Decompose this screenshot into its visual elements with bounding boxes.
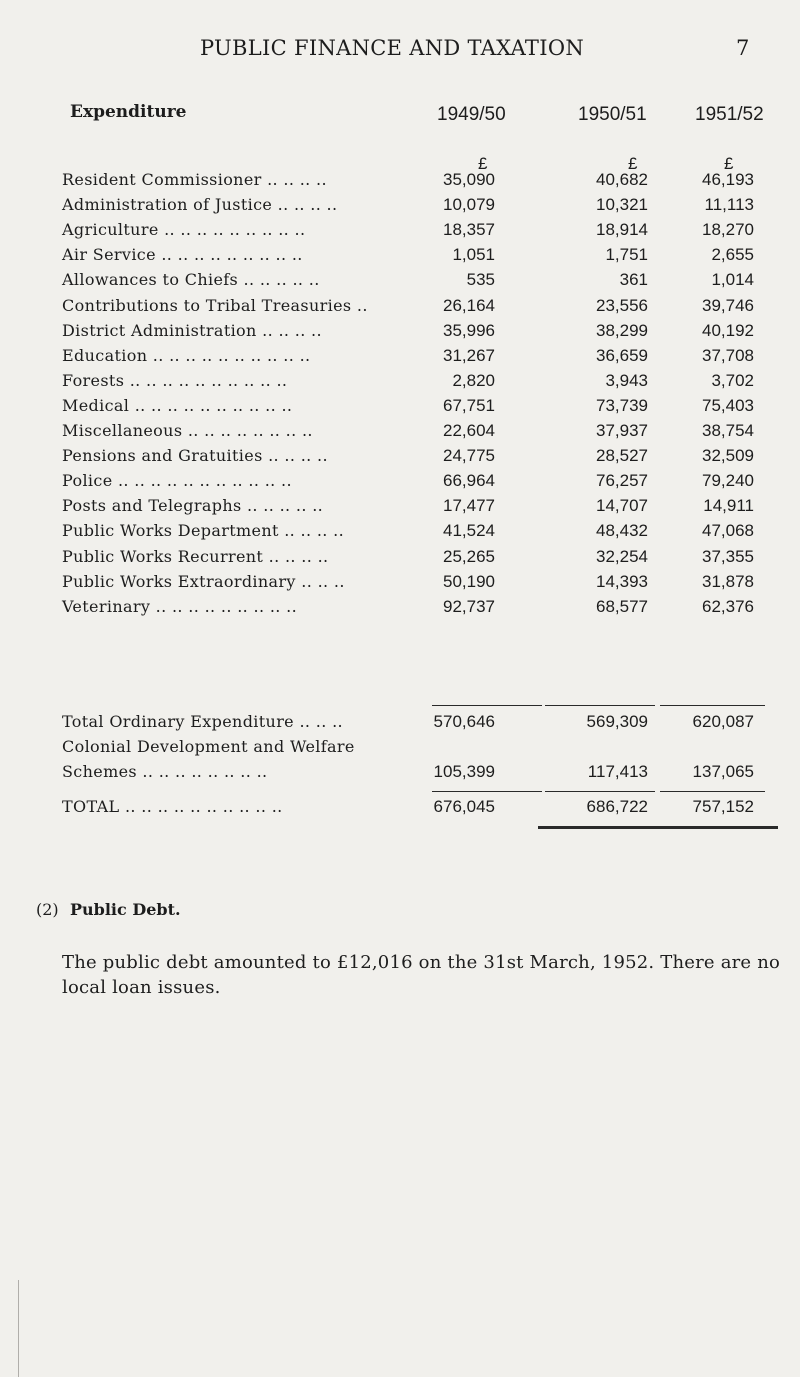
table-row-colonial	[0, 762, 800, 788]
row-label: Contributions to Tribal Treasuries ..	[62, 295, 368, 315]
table-row	[0, 496, 800, 522]
row-label: Colonial Development and Welfare	[62, 737, 355, 756]
table-row	[0, 371, 800, 397]
table-row	[0, 446, 800, 472]
table-row	[0, 195, 800, 221]
value-1951-52: 32,509	[702, 446, 754, 466]
table-row	[0, 471, 800, 497]
section-number: (2)	[36, 900, 59, 919]
value-1949-50: 105,399	[433, 762, 495, 781]
column-rule	[432, 705, 542, 706]
value-1950-51: 23,556	[596, 295, 648, 315]
table-row	[0, 346, 800, 372]
value-1950-51: 73,739	[596, 395, 648, 415]
value-1951-52: 46,193	[702, 170, 754, 189]
table-row	[0, 245, 800, 271]
table-row	[0, 270, 800, 296]
table-row	[0, 572, 800, 598]
row-label: Public Works Recurrent .. .. .. ..	[62, 546, 329, 566]
table-row	[0, 321, 800, 347]
column-rule	[545, 791, 655, 792]
value-1951-52: 38,754	[702, 421, 754, 440]
value-1950-51: 14,393	[596, 571, 648, 591]
currency-symbol: £	[628, 154, 638, 173]
value-1949-50: 22,604	[443, 421, 495, 440]
value-1950-51: 28,527	[596, 446, 648, 466]
row-label: Forests .. .. .. .. .. .. .. .. .. ..	[62, 370, 288, 390]
value-1950-51: 18,914	[596, 220, 648, 240]
row-label: Air Service .. .. .. .. .. .. .. .. ..	[62, 245, 303, 265]
table-row	[0, 547, 800, 573]
scan-edge-line	[18, 1280, 19, 1377]
value-1949-50: 24,775	[443, 446, 495, 466]
row-label: Miscellaneous .. .. .. .. .. .. .. ..	[62, 421, 313, 440]
row-label: Medical .. .. .. .. .. .. .. .. .. ..	[62, 395, 293, 415]
row-label: Total Ordinary Expenditure .. .. ..	[62, 712, 343, 731]
table-row	[0, 521, 800, 547]
value-1951-52: 11,113	[704, 195, 754, 215]
value-1949-50: 41,524	[443, 521, 495, 541]
public-debt-paragraph: The public debt amounted to £12,016 on the 31st March, 1952. There are no local loan issues.	[62, 952, 781, 998]
value-1951-52: 75,403	[702, 395, 754, 415]
year-heading-1949-50: 1949/50	[437, 104, 506, 125]
row-label: Posts and Telegraphs .. .. .. .. ..	[62, 496, 324, 516]
page-header	[0, 36, 800, 66]
table-row	[0, 421, 800, 447]
row-label: TOTAL .. .. .. .. .. .. .. .. .. ..	[62, 797, 283, 816]
value-1949-50: 66,964	[443, 471, 495, 491]
value-1951-52: 62,376	[702, 596, 754, 616]
column-rule	[432, 791, 542, 792]
value-1951-52: 18,270	[702, 220, 754, 240]
row-label: Agriculture .. .. .. .. .. .. .. .. ..	[62, 220, 306, 240]
value-1951-52: 137,065	[692, 762, 754, 781]
value-1951-52: 3,702	[711, 370, 754, 390]
value-1950-51: 68,577	[596, 596, 648, 616]
value-1949-50: 1,051	[452, 245, 495, 265]
value-1949-50: 31,267	[443, 345, 495, 365]
section-title: Public Debt.	[70, 900, 181, 919]
value-1950-51: 1,751	[605, 245, 648, 265]
value-1950-51: 686,722	[586, 797, 648, 816]
value-1950-51: 32,254	[596, 546, 648, 566]
currency-symbol: £	[724, 154, 734, 173]
value-1950-51: 117,413	[587, 762, 648, 781]
value-1950-51: 36,659	[596, 345, 648, 365]
row-label: Allowances to Chiefs .. .. .. .. ..	[62, 270, 320, 290]
table-row-total-ordinary	[0, 712, 800, 738]
value-1949-50: 535	[466, 270, 495, 290]
year-heading-1951-52: 1951/52	[695, 104, 764, 125]
value-1950-51: 10,321	[596, 195, 648, 215]
total-underline	[538, 826, 778, 829]
table-row	[0, 597, 800, 623]
value-1949-50: 92,737	[443, 596, 495, 616]
value-1951-52: 14,911	[703, 496, 754, 516]
value-1950-51: 76,257	[596, 471, 648, 491]
currency-symbol: £	[478, 154, 488, 173]
value-1949-50: 25,265	[443, 546, 495, 566]
year-heading-1950-51: 1950/51	[578, 104, 647, 125]
value-1951-52: 757,152	[692, 797, 754, 816]
row-label: Public Works Department .. .. .. ..	[62, 521, 345, 541]
value-1950-51: 48,432	[596, 521, 648, 541]
value-1950-51: 38,299	[596, 320, 648, 340]
value-1951-52: 37,355	[702, 546, 754, 566]
value-1949-50: 50,190	[443, 571, 495, 591]
value-1949-50: 67,751	[443, 395, 495, 415]
value-1951-52: 40,192	[702, 320, 754, 340]
value-1951-52: 31,878	[702, 571, 754, 591]
value-1951-52: 37,708	[702, 345, 754, 365]
value-1950-51: 14,707	[596, 496, 648, 516]
column-rule	[660, 791, 765, 792]
row-label: Pensions and Gratuities .. .. .. ..	[62, 446, 328, 466]
value-1950-51: 569,309	[586, 712, 648, 731]
row-label: Resident Commissioner .. .. .. ..	[62, 170, 327, 189]
value-1949-50: 2,820	[452, 370, 495, 390]
value-1949-50: 676,045	[433, 797, 495, 816]
row-label: Veterinary .. .. .. .. .. .. .. .. ..	[62, 596, 298, 616]
value-1950-51: 361	[619, 270, 648, 290]
expenditure-title: Expenditure	[70, 102, 187, 122]
column-rule	[545, 705, 655, 706]
value-1951-52: 1,014	[711, 270, 754, 290]
row-label: Education .. .. .. .. .. .. .. .. .. ..	[62, 345, 311, 365]
value-1951-52: 620,087	[692, 712, 754, 731]
row-label: Administration of Justice .. .. .. ..	[62, 195, 338, 215]
column-rule	[660, 705, 765, 706]
value-1949-50: 18,357	[443, 220, 495, 240]
value-1950-51: 37,937	[596, 421, 648, 440]
value-1950-51: 3,943	[605, 370, 648, 390]
table-row	[0, 396, 800, 422]
table-row-total	[0, 797, 800, 823]
value-1951-52: 2,655	[711, 245, 754, 265]
table-row	[0, 220, 800, 246]
value-1951-52: 39,746	[702, 295, 754, 315]
page-title: PUBLIC FINANCE AND TAXATION	[200, 36, 585, 60]
row-label: Public Works Extraordinary .. .. ..	[62, 571, 345, 591]
value-1949-50: 26,164	[443, 295, 495, 315]
row-label: Police .. .. .. .. .. .. .. .. .. .. ..	[62, 471, 292, 491]
table-row-colonial-label	[0, 737, 800, 763]
row-label: Schemes .. .. .. .. .. .. .. ..	[62, 762, 268, 781]
table-row	[0, 296, 800, 322]
table-row	[0, 170, 800, 196]
value-1951-52: 47,068	[702, 521, 754, 541]
value-1949-50: 17,477	[443, 496, 495, 516]
page-number: 7	[736, 36, 750, 60]
value-1950-51: 40,682	[596, 170, 648, 189]
value-1951-52: 79,240	[702, 471, 754, 491]
value-1949-50: 10,079	[443, 195, 495, 215]
value-1949-50: 35,996	[443, 320, 495, 340]
value-1949-50: 570,646	[433, 712, 495, 731]
value-1949-50: 35,090	[443, 170, 495, 189]
row-label: District Administration .. .. .. ..	[62, 320, 322, 340]
